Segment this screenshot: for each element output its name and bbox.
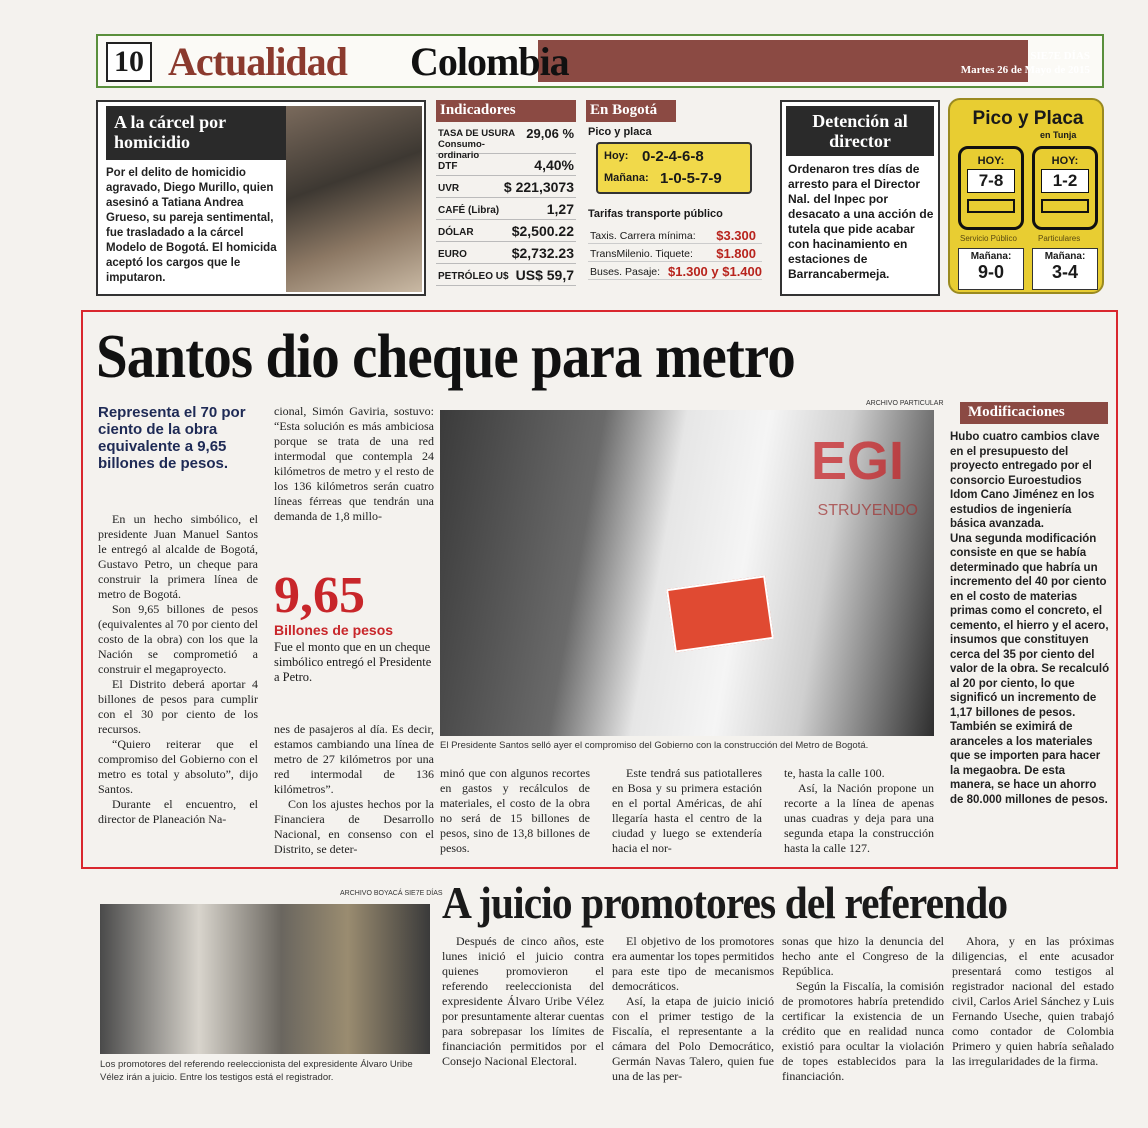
indicator-row (436, 222, 576, 242)
paragraph: Este tendrá sus patiotalleres en Bosa y su primera estación en el portal Américas, de ahí llegaría hasta el centro de la ciudad y luego se extendería hacia el nor- (612, 766, 762, 855)
bus-manana-value: 9-0 (977, 262, 1004, 282)
indicator-label: UVR (438, 183, 460, 194)
paragraph: sonas que hizo la denuncia del hecho ante el Congreso de la República. (782, 934, 944, 978)
indicator-label: TASA DE USURA Consumo-ordinario (438, 128, 515, 161)
indicator-value: $2,500.22 (511, 223, 574, 239)
plate-manana-label: Mañana: (604, 172, 649, 184)
indicator-row (436, 244, 576, 264)
car-service-label: Particulares (1038, 234, 1081, 243)
indicators-panel (436, 100, 576, 286)
indicator-label: CAFÉ (Libra) (438, 205, 500, 216)
cheque-image (666, 575, 774, 652)
highlight-number: 9,65 (274, 567, 365, 624)
bottom-photo (100, 904, 430, 1054)
license-plate (596, 142, 752, 194)
bottom-column-4 (952, 934, 1114, 1069)
bogota-subtitle: Pico y placa (588, 126, 652, 138)
car-manana-label: Mañana: (1044, 251, 1086, 262)
tarifa-label: TransMilenio. Tiquete: (590, 248, 693, 260)
car-window (1041, 199, 1089, 213)
paragraph: Con los ajustes hechos por la Financiera de Desarrollo Nacional, en consenso con el Distrito, se deter- (274, 797, 434, 856)
plate-hoy-label: Hoy: (604, 150, 629, 162)
photo-credit: ARCHIVO PARTICULAR (866, 400, 944, 407)
bottom-photo-credit: ARCHIVO BOYACÁ SIE7E DÍAS (340, 890, 443, 897)
paragraph: Durante el encuentro, el director de Planeación Na- (98, 797, 258, 826)
modificaciones-text (950, 430, 1110, 807)
indicator-value: $2,732.23 (511, 245, 574, 261)
bus-service-label: Servicio Público (960, 234, 1017, 243)
issue-date: Martes 26 de Mayo de 2015 (960, 64, 1090, 76)
newspaper-brand: SIE7E DÍAS (1030, 50, 1090, 62)
main-column-2-bottom (274, 722, 434, 857)
indicator-label: EURO (438, 249, 467, 260)
paragraph: Así, la Nación propone un recorte a la línea de apenas unas cuadras y deja para una segunda etapa la construcción hasta la calle 127. (784, 781, 934, 855)
paragraph: nes de pasajeros al día. Es decir, estamos cambiando una línea de metro de 27 kilómetros por una red intermodal de 136 kilómetros”. (274, 722, 434, 796)
modificaciones-title: Modificaciones (960, 402, 1108, 424)
pico-placa-city: en Tunja (1040, 130, 1077, 140)
tarifa-row (588, 264, 762, 280)
bogota-panel (586, 100, 764, 286)
main-photo-caption: El Presidente Santos selló ayer el compromiso del Gobierno con la construcción del Metro de Bogotá. (440, 740, 869, 751)
bogota-title: En Bogotá (586, 100, 676, 122)
car-hoy-value: 1-2 (1041, 169, 1089, 193)
paragraph: Después de cinco años, este lunes inició el juicio contra quienes promovieron el referendo reeleccionista del expresidente Álvaro Uribe Vélez por presuntamente alterar cuentas para sobrepasar los límites de financiación permitidos por el Consejo Nacional Electoral. (442, 934, 604, 1068)
bus-icon (958, 146, 1024, 230)
bus-hoy-label: HOY: (977, 155, 1005, 167)
highlight-unit: Billones de pesos (274, 622, 394, 638)
plate-manana-value: 1-0-5-7-9 (660, 170, 722, 187)
indicator-row (436, 200, 576, 220)
paragraph: En un hecho simbólico, el presidente Juan Manuel Santos le entregó al alcalde de Bogotá, Gustavo Petro, un cheque para construir la primera línea de metro de Bogotá. (98, 512, 258, 601)
paragraph: Según la Fiscalía, la comisión de promotores habría pretendido certificar la existencia de un crédito que en realidad nunca existió para ocultar la violación de topes establecidos para la financiación. (782, 979, 944, 1083)
section-header (96, 34, 1104, 88)
indicator-value: US$ 59,7 (515, 267, 574, 283)
main-photo (440, 410, 934, 736)
tarifa-value: $1.800 (716, 246, 756, 261)
main-headline: Santos dio cheque para metro (96, 323, 795, 391)
paragraph: Hubo cuatro cambios clave en el presupuesto del proyecto entregado por el consorcio Euroestudios Idom Cano Jiménez en los estudios de ingeniería básica avanzada. (950, 431, 1100, 530)
tarifa-row (588, 246, 762, 262)
paragraph: “Quiero reiterar que el compromiso del Gobierno con el metro es total y absoluto”, dijo Santos. (98, 737, 258, 796)
main-column-3 (440, 766, 590, 856)
car-manana-value: 3-4 (1051, 262, 1078, 282)
indicator-label: PETRÓLEO U$ (438, 271, 509, 282)
pico-placa-title: Pico y Placa (972, 108, 1084, 129)
indicator-value: $ 221,3073 (503, 179, 574, 195)
paragraph: Son 9,65 billones de pesos (equivalentes al 70 por ciento del costo de la obra) con los que la Nación se comprometió a construir el megaproyecto. (98, 602, 258, 676)
car-hoy-label: HOY: (1051, 155, 1079, 167)
tarifa-label: Taxis. Carrera mínima: (590, 230, 696, 242)
bottom-column-2 (612, 934, 774, 1084)
paragraph: minó que con algunos recortes en gastos y recálculos de materiales, el costo de la obra no será de 15 billones de pesos, sino de 13,8 billones de pesos. (440, 766, 590, 855)
photo-backdrop-sign: EGI (810, 431, 904, 491)
indicator-row (436, 178, 576, 198)
bottom-photo-caption: Los promotores del referendo reeleccionista del expresidente Álvaro Uribe Vélez irán a juicio. Entre los testigos está el registrador. (100, 1059, 413, 1083)
main-column-5 (784, 766, 934, 856)
indicator-value: 1,27 (546, 201, 574, 217)
bottom-headline: A juicio promotores del referendo (442, 877, 1008, 928)
indicator-value: 29,06 % (526, 126, 574, 141)
indicator-value: 4,40% (534, 157, 574, 173)
plate-hoy-value: 0-2-4-6-8 (642, 148, 704, 165)
page-number: 10 (106, 42, 152, 82)
paragraph: cional, Simón Gaviria, sostuvo: “Esta solución es más ambiciosa porque se trata de una red intermodal que contempla 24 kilómetros de metro y el resto de los 136 kilómetros serán cuatro líneas férreas que tendrán una demanda de 1,8 millo- (274, 404, 434, 523)
brief-carcel-photo (286, 106, 422, 292)
section-country: Colombia (410, 39, 569, 84)
highlight-description: Fue el monto que en un cheque simbólico entregó el Presidente a Petro. (274, 640, 432, 684)
pico-placa-tunja (948, 98, 1104, 294)
header-stripe (538, 40, 1028, 82)
brief-carcel-title: A la cárcel por homicidio (106, 106, 286, 160)
main-column-1 (98, 512, 258, 827)
tarifa-value: $3.300 (716, 228, 756, 243)
paragraph: Así, la etapa de juicio inició con el primer testigo de la Fiscalía, el representante a la cámara del Polo Democrático, Germán Navas Talero, quien fue una de las per- (612, 994, 774, 1083)
tarifa-label: Buses. Pasaje: (590, 266, 661, 278)
bus-manana-label: Mañana: (970, 251, 1012, 262)
indicator-label: DÓLAR (438, 227, 474, 238)
brief-detencion-text: Ordenaron tres días de arresto para el Director Nal. del Inpec por desacato a una acción de tutela que pide acabar con hacinamiento en estaciones de Barrancabermeja. (788, 162, 934, 281)
bottom-column-3 (782, 934, 944, 1084)
indicator-label: DTF (438, 161, 458, 172)
section-name: Actualidad (168, 39, 347, 84)
main-lead: Representa el 70 por ciento de la obra equivalente a 9,65 billones de pesos. (98, 404, 246, 472)
bottom-column-1 (442, 934, 604, 1069)
brief-carcel (96, 100, 426, 296)
indicator-row (436, 156, 576, 176)
bus-hoy-value: 7-8 (967, 169, 1015, 193)
photo-backdrop-sign: STRUYENDO (817, 502, 918, 519)
car-manana-box (1032, 248, 1098, 290)
indicators-title: Indicadores (436, 100, 576, 122)
bus-manana-box (958, 248, 1024, 290)
tarifas-title: Tarifas transporte público (588, 208, 723, 220)
paragraph: Una segunda modificación consiste en que se había determinado que habría un incremento del 40 por ciento en el costo de materias primas como el concreto, el cemento, el hierro y el acero, insumos que constituyen cerca del 35 por ciento del valor de la obra. Se recalculó al 20 por ciento, lo que significó un incremento de 1,17 billones de pesos. (950, 532, 1110, 719)
bus-window (967, 199, 1015, 213)
paragraph: El Distrito deberá aportar 4 billones de pesos para cumplir con el 30 por ciento de los recursos. (98, 677, 258, 736)
car-icon (1032, 146, 1098, 230)
paragraph: te, hasta la calle 100. (784, 766, 885, 780)
paragraph: Ahora, y en las próximas diligencias, el ente acusador presentará como testigos al registrador nacional del estado civil, Carlos Ariel Sánchez y Luis Fernando Useche, quien trabajó como contador de Colombia Primero y quien habría señalado las irregularidades de la firma. (952, 934, 1114, 1068)
brief-detencion (780, 100, 940, 296)
paragraph: El objetivo de los promotores era aumentar los topes permitidos para este tipo de mecanismos democráticos. (612, 934, 774, 993)
tarifa-row (588, 228, 762, 244)
brief-detencion-title: Detención al director (786, 106, 934, 156)
indicator-row (436, 266, 576, 286)
indicator-row (436, 126, 576, 161)
main-column-2-top (274, 404, 434, 524)
main-column-4 (612, 766, 762, 856)
brief-carcel-text: Por el delito de homicidio agravado, Diego Murillo, quien asesinó a Tatiana Andrea Grueso, su pareja sentimental, fue trasladado a la cárcel Modelo de Bogotá. El homicida aceptó los cargos que le imputaron. (106, 167, 277, 284)
paragraph: También se eximirá de aranceles a los materiales que se importen para hacer la megaobra. De esta manera, se hace un ahorro de 80.000 millones de pesos. (950, 721, 1108, 806)
tarifa-value: $1.300 y $1.400 (668, 264, 762, 279)
